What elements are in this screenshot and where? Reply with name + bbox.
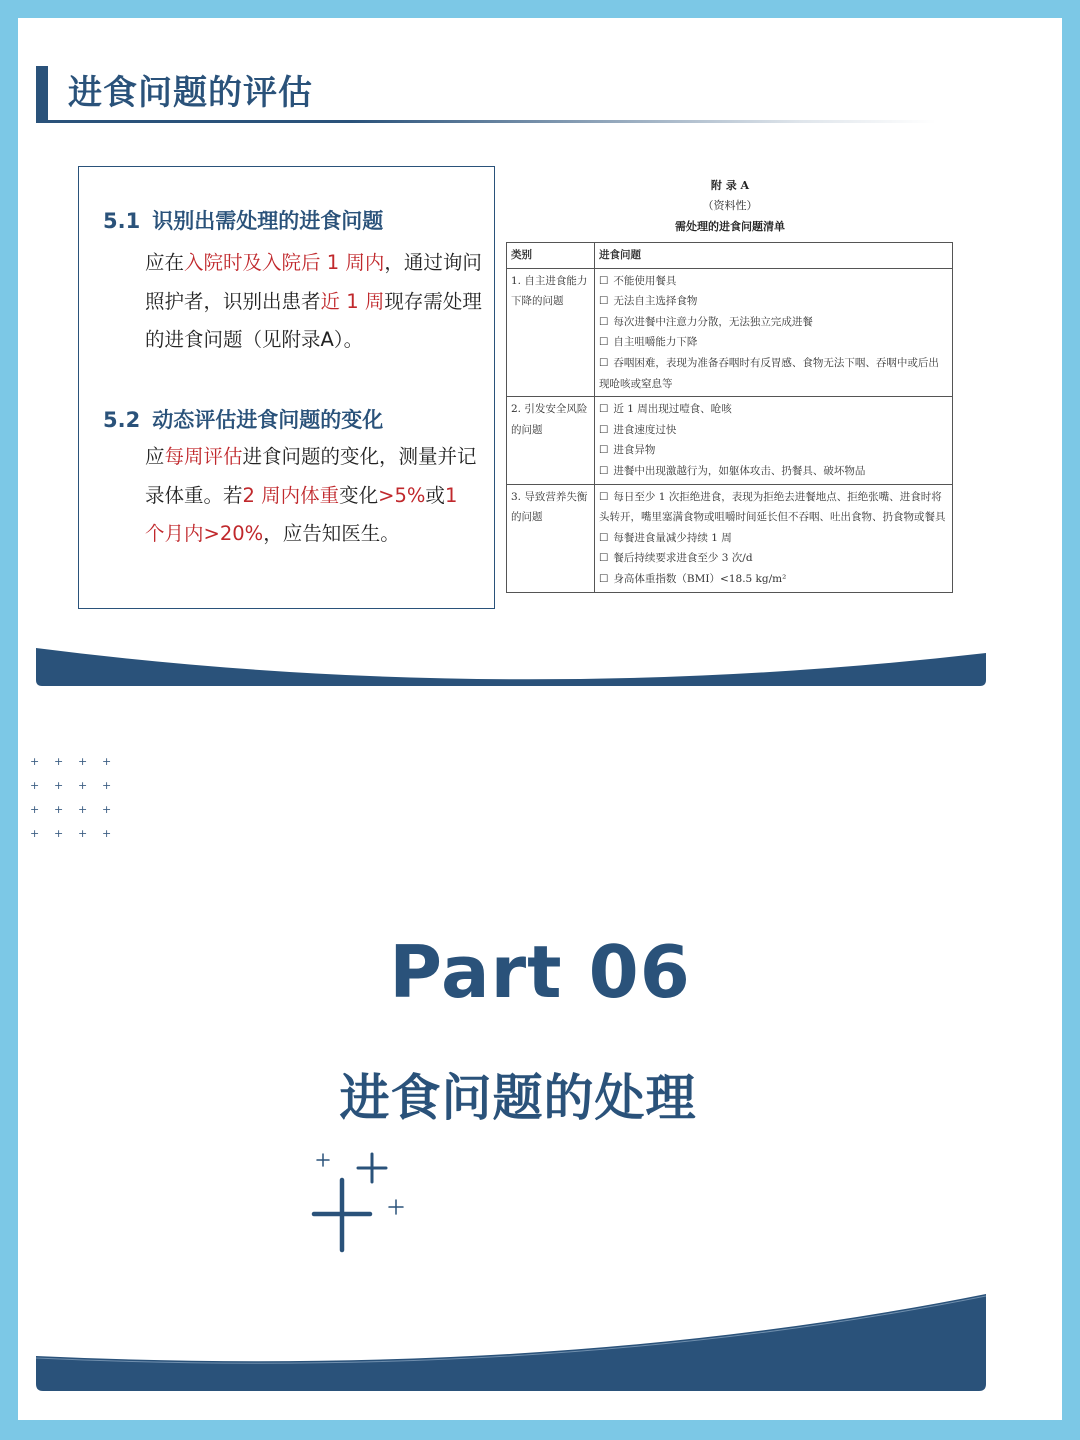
problem-cell xyxy=(595,397,953,484)
table-row xyxy=(507,268,953,397)
section-heading-text: 识别出需处理的进食问题 xyxy=(152,209,384,233)
section-heading-text: 动态评估进食问题的变化 xyxy=(152,408,384,432)
checklist-item: ☐ 无法自主选择食物 xyxy=(599,291,948,312)
checklist-item: ☐ 近 1 周出现过噎食、呛咳 xyxy=(599,399,948,420)
guideline-text-box xyxy=(78,166,495,609)
checklist-item: ☐ 吞咽困难，表现为准备吞咽时有反胃感、食物无法下咽、吞咽中或后出现呛咳或窒息等 xyxy=(599,353,948,394)
highlight-text: >5% xyxy=(378,483,426,507)
checklist-item: ☐ 进食异物 xyxy=(599,440,948,461)
slide-title: 进食问题的评估 xyxy=(68,73,313,113)
checklist-item: ☐ 身高体重指数（BMI）<18.5 kg/m² xyxy=(599,569,948,590)
section-5-2-heading xyxy=(103,404,383,434)
column-header-category: 类别 xyxy=(507,243,595,269)
highlight-text: 1 个月内>20% xyxy=(145,483,458,545)
body-text: 应在 xyxy=(145,251,185,274)
body-text: 现存需处理的进食问题（见附录A）。 xyxy=(145,289,482,351)
title-accent-bar xyxy=(36,66,48,121)
section-5-1-body xyxy=(145,244,483,360)
title-underline xyxy=(36,120,936,123)
bottom-wave-decoration xyxy=(36,1292,986,1392)
appendix-subtitle: （资料性） xyxy=(702,199,758,212)
body-text: 应 xyxy=(145,445,165,468)
bottom-wave-decoration xyxy=(36,638,986,688)
highlight-text: 入院时及入院后 1 周内 xyxy=(184,251,385,274)
problem-cell xyxy=(595,268,953,397)
checklist-item: ☐ 餐后持续要求进食至少 3 次/d xyxy=(599,548,948,569)
body-text: ，通过询问照护者，识别出患者 xyxy=(145,251,482,313)
category-cell: 2. 引发安全风险的问题 xyxy=(507,397,595,484)
appendix-a xyxy=(506,176,954,593)
highlight-text: 近 1 周 xyxy=(320,289,385,313)
body-text: 变化 xyxy=(339,483,379,507)
problem-cell xyxy=(595,484,953,592)
highlight-text: 每周评估 xyxy=(164,445,243,468)
appendix-title: 附 录 A xyxy=(710,179,750,192)
checklist-item: ☐ 不能使用餐具 xyxy=(599,271,948,292)
section-number: 5.2 xyxy=(103,408,141,432)
appendix-caption: 需处理的进食问题清单 xyxy=(675,220,785,233)
table-row xyxy=(507,484,953,592)
checklist-item: ☐ 进餐中出现激越行为，如躯体攻击、扔餐具、破坏物品 xyxy=(599,461,948,482)
page: 进食问题的评估 5.1 识别出需处理的进食问题 应在入院时及入院后 1 周内，通过询问照护者，识别出患者近 1 周现存需处理的进食问题（见附录A）。 5.2 动态评估进食问题的变化 应每周评估进食问题的变化，测量并记录体重。若2 周内体重变化>5%或1 个月内>20%，应告知医生。 附 录 A （资料性） 需处理的进食问题清单 类别 进食问题 1. 自主进食能力下降的问题 ☐ 不能使用餐具 ☐ 无法自主选择食物 ☐ 每次进餐中注意力分散，无法独立完成进餐 ☐ 自主咀嚼能力下降 ☐ 吞咽困难，表现为准备吞咽时有反胃感、食物无法下咽、吞咽中或后出现呛咳或窒息等 2. 引发安全风险的问题 ☐ 近 1 周出现过噎食、呛咳 ☐ 进食速度过快 ☐ 进食异物 ☐ 进餐中出现激越行为，如躯体攻击、扔餐具、破坏物品 3. 导致营养失衡的问题 ☐ 每日至少 1 次拒绝进食，表现为拒绝去进餐地点、拒绝张嘴、进食时将头转开，嘴里塞满食物或咀嚼时间延长但不吞咽、吐出食物、扔食物或餐具 ☐ 每餐进食量减少持续 1 周 ☐ 餐后持续要求进食至少 3 次/d ☐ 身高体重指数（BMI）<18.5 kg/m² + + + + + + + + + + + + + + + + Part 06 进食问题的处理 xyxy=(18,18,1062,1420)
sparkle-cross-icon xyxy=(308,1148,418,1258)
table-header-row xyxy=(507,243,953,269)
checklist-item: ☐ 每餐进食量减少持续 1 周 xyxy=(599,528,948,549)
section-5-1-heading xyxy=(103,205,383,235)
eating-problem-table xyxy=(506,242,953,593)
column-header-problem: 进食问题 xyxy=(595,243,953,269)
checklist-item: ☐ 自主咀嚼能力下降 xyxy=(599,332,948,353)
table-row xyxy=(507,397,953,484)
checklist-item: ☐ 每次进餐中注意力分散，无法独立完成进餐 xyxy=(599,312,948,333)
part-number: Part 06 xyxy=(389,930,691,1014)
body-text: 进食问题的变化，测量并记录体重。若 xyxy=(145,445,477,507)
body-text: ，应告知医生。 xyxy=(263,522,400,545)
part-title: 进食问题的处理 xyxy=(339,1069,697,1127)
checklist-item: ☐ 进食速度过快 xyxy=(599,420,948,441)
checklist-item: ☐ 每日至少 1 次拒绝进食，表现为拒绝去进餐地点、拒绝张嘴、进食时将头转开，嘴里塞满食物或咀嚼时间延长但不吞咽、吐出食物、扔食物或餐具 xyxy=(599,487,948,528)
highlight-text: 2 周内体重 xyxy=(242,483,340,507)
category-cell: 1. 自主进食能力下降的问题 xyxy=(507,268,595,397)
section-number: 5.1 xyxy=(103,209,141,233)
category-cell: 3. 导致营养失衡的问题 xyxy=(507,484,595,592)
section-5-2-body xyxy=(145,438,483,554)
body-text: 或 xyxy=(425,483,445,507)
